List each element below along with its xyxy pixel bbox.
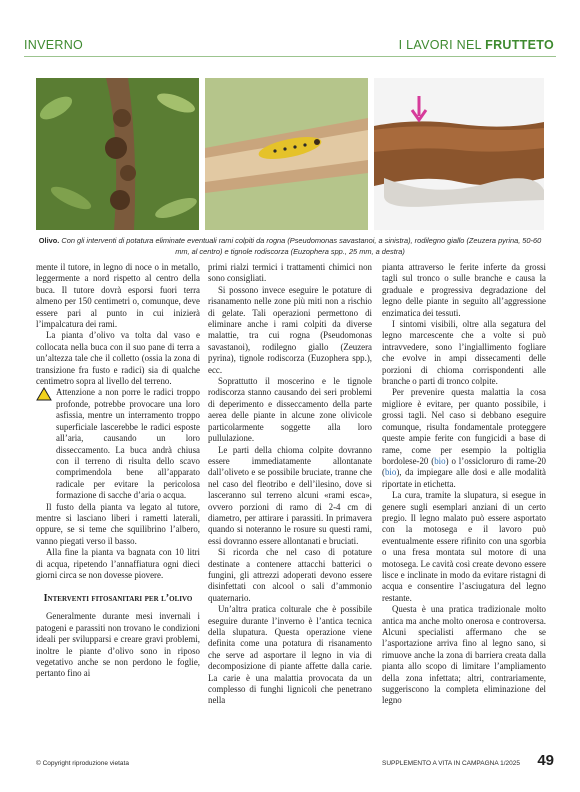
- caption-lead: Olivo.: [38, 236, 60, 245]
- col2-paragraph: Le parti della chioma colpite dovranno essere immediatamente allontanate dall’oliveto e se possibile bruciate, tranne che nel caso del fleotribo e dell’ilesino, dove si lasceranno sul terreno alcuni «rami esca», ovvero porzioni di ramo di 2-4 cm di diametro, per attirare i parassiti. In primavera quando si noteranno le rosure su questi rami, essi dovranno essere allontanati e bruciati.: [208, 444, 372, 546]
- warning-triangle-icon: [36, 387, 52, 401]
- photo-leopard-moth-art: [205, 78, 368, 230]
- col3-paragraph: [382, 387, 546, 490]
- col2-paragraph: Soprattutto il moscerino e le tignole rodiscorza stanno causando dei seri problemi di deperimento e disseccamento della parte aerea delle piante in alcune zone olivicole particolarmente soggette alla loro pullulazione.: [208, 376, 372, 444]
- warning-text: Attenzione a non porre le radici troppo profonde, potrebbe provocare una loro asfissia, mentre un interramento troppo superficiale lascerebbe le radici esposte all’aria, causando un loro disseccamento. La buca andrà chiusa con il terreno di risulta dello scavo comprimendola bene all’apparato radicale per evitare la pericolosa formazione di sacche d’aria o acqua.: [56, 387, 200, 501]
- bio-label: bio: [384, 467, 397, 478]
- text-column-2: [208, 262, 372, 707]
- col3-paragraph: pianta attraverso le ferite inferte da grossi tagli sul tronco o sulle branche e causa la graduale e progressiva degradazione del legno delle piante in seguito all’aggressione enzimatica dei tessuti.: [382, 262, 546, 318]
- header-title: [399, 38, 554, 52]
- col2-paragraph: primi rialzi termici i trattamenti chimici non sono consigliati.: [208, 262, 372, 284]
- header-title-prefix: I LAVORI NEL: [398, 38, 486, 52]
- col3-paragraph: I sintomi visibili, oltre alla segatura del legno marcescente che a volte si può intravvedere, sono l’ingiallimento fogliare che evolve in ampi dissecamenti delle porzioni di chioma corrispondenti alle branche o parti di tronco colpite.: [382, 319, 546, 387]
- bio-label: bio: [434, 455, 446, 466]
- caption-text: Con gli interventi di potatura eliminate eventuali rami colpiti da rogna (Pseudomonas savastanoi, a sinistra), rodilegno giallo (Zeuzera pyrina, 50-60 mm, al centro) e tignole rodiscorza (Euzophera spp., 25 mm, a destra): [61, 236, 542, 256]
- col3-text: Per prevenire questa malattia la cosa migliore è evitare, per quanto possibile, i grossi tagli. Nel caso si debbano eseguire comunque, risulta fondamentale proteggere queste ampie ferite con fungicidi a base di rame, come per esempio la poltiglia bordolese-20 (: [382, 387, 546, 466]
- col3-text: ) o l’ossicloruro di rame-20 (: [382, 455, 546, 478]
- photo-olive-knot-art: [36, 78, 199, 230]
- col2-paragraph: Si possono invece eseguire le potature di risanamento nelle zone più miti non a rischio di gelate. Tali operazioni permettono di eliminare anche i rami colpiti da diverse malattie, tra cui rogna (Pseudomonas savastanoi), rodilegno giallo (Zeuzera pyrina), tignole rodiscorza (Euzophera spp.), ecc.: [208, 284, 372, 375]
- footer-supplement: SUPPLEMENTO A VITA IN CAMPAGNA 1/2025: [382, 760, 520, 767]
- page-number: 49: [537, 752, 554, 769]
- text-column-1: [36, 262, 200, 680]
- col1-paragraph: La pianta d’olivo va tolta dal vaso e collocata nella buca con il suo pane di terra a un’altezza tale che il colletto (ossia la zona di transizione fra fusto e radici) sia di qualche centimetro sopra al livello del terreno.: [36, 330, 200, 387]
- col1-paragraph: mente il tutore, in legno di noce o in metallo, leggermente a nord rispetto al centro della buca. Il tutore dovrà esporsi fuori terra almeno per 150 centimetri o, comunque, deve essere pari al punto in cui inizierà l’impalcatura dei rami.: [36, 262, 200, 330]
- col1-paragraph: Generalmente durante mesi invernali i patogeni e parassiti non trovano le condizioni ideali per svilupparsi e creare gravi problemi, inoltre le piante d’olivo sono in riposo vegetativo anche se non perdono le foglie, pertanto fino ai: [36, 611, 200, 679]
- footer-copyright: © Copyright riproduzione vietata: [36, 760, 129, 767]
- photo-olive-knot: [36, 78, 199, 230]
- figure-caption: [36, 236, 544, 257]
- photo-leopard-moth: [205, 78, 368, 230]
- text-column-3: [382, 262, 546, 707]
- col2-paragraph: Si ricorda che nel caso di potature destinate a contenere attacchi batterici o fungini, gli attrezzi adoperati devono essere disinfettati con alcool o sali d’ammonio quaternario.: [208, 547, 372, 603]
- col2-paragraph: Un’altra pratica colturale che è possibile eseguire durante l’inverno è l’antica tecnica della slupatura. Questa operazione viene definita come una potatura di risanamento che serve ad asportare il legno in via di decomposizione di piante affette dalla carie. La carie è una malattia provocata da un complesso di funghi lignicoli che penetrano nella: [208, 604, 372, 706]
- warning-note: [36, 387, 200, 501]
- section-heading: Interventi fitosanitari per l’olivo: [43, 593, 193, 605]
- photo-bark-moth-art: [374, 78, 544, 230]
- col1-paragraph: Il fusto della pianta va legato al tutore, mentre si lasciano liberi i rametti laterali, oppure, se si teme che squilibrino l’albero, vanno piegati verso il basso.: [36, 501, 200, 546]
- col3-paragraph: Questa è una pratica tradizionale molto antica ma anche molto onerosa e controversa. Alcuni specialisti affermano che se l’asportazione arriva fino al legno sano, si rimuove anche la zona di barriera creata dalla pianta allo scopo di limitare l’ampliamento della zona infettata; altri, contrariamente, suggeriscono la completa eliminazione del legno: [382, 604, 546, 706]
- col3-paragraph: La cura, tramite la slupatura, si esegue in genere sugli esemplari anziani di un certo pregio. Il legno malato può essere asportato con la motosega e il lavoro può eventualmente essere rifinito con una sgorbia o una fresa montata sul motore di una motosega. Le cavità così create devono essere lisce e inclinate in modo da evitare ristagni di acqua e consentire l’asciugatura del legno restante.: [382, 490, 546, 603]
- header-title-bold: FRUTTETO: [485, 38, 554, 52]
- col3-text: ), da impiegare alle dosi e alle modalità riportate in etichetta.: [382, 467, 546, 489]
- col1-paragraph: Alla fine la pianta va bagnata con 10 litri di acqua, ripetendo l’annaffiatura ogni dieci giorni circa se non dovesse piovere.: [36, 547, 200, 580]
- header-rule: [24, 56, 556, 57]
- header-section: INVERNO: [24, 38, 84, 52]
- photo-bark-moth: [374, 78, 544, 230]
